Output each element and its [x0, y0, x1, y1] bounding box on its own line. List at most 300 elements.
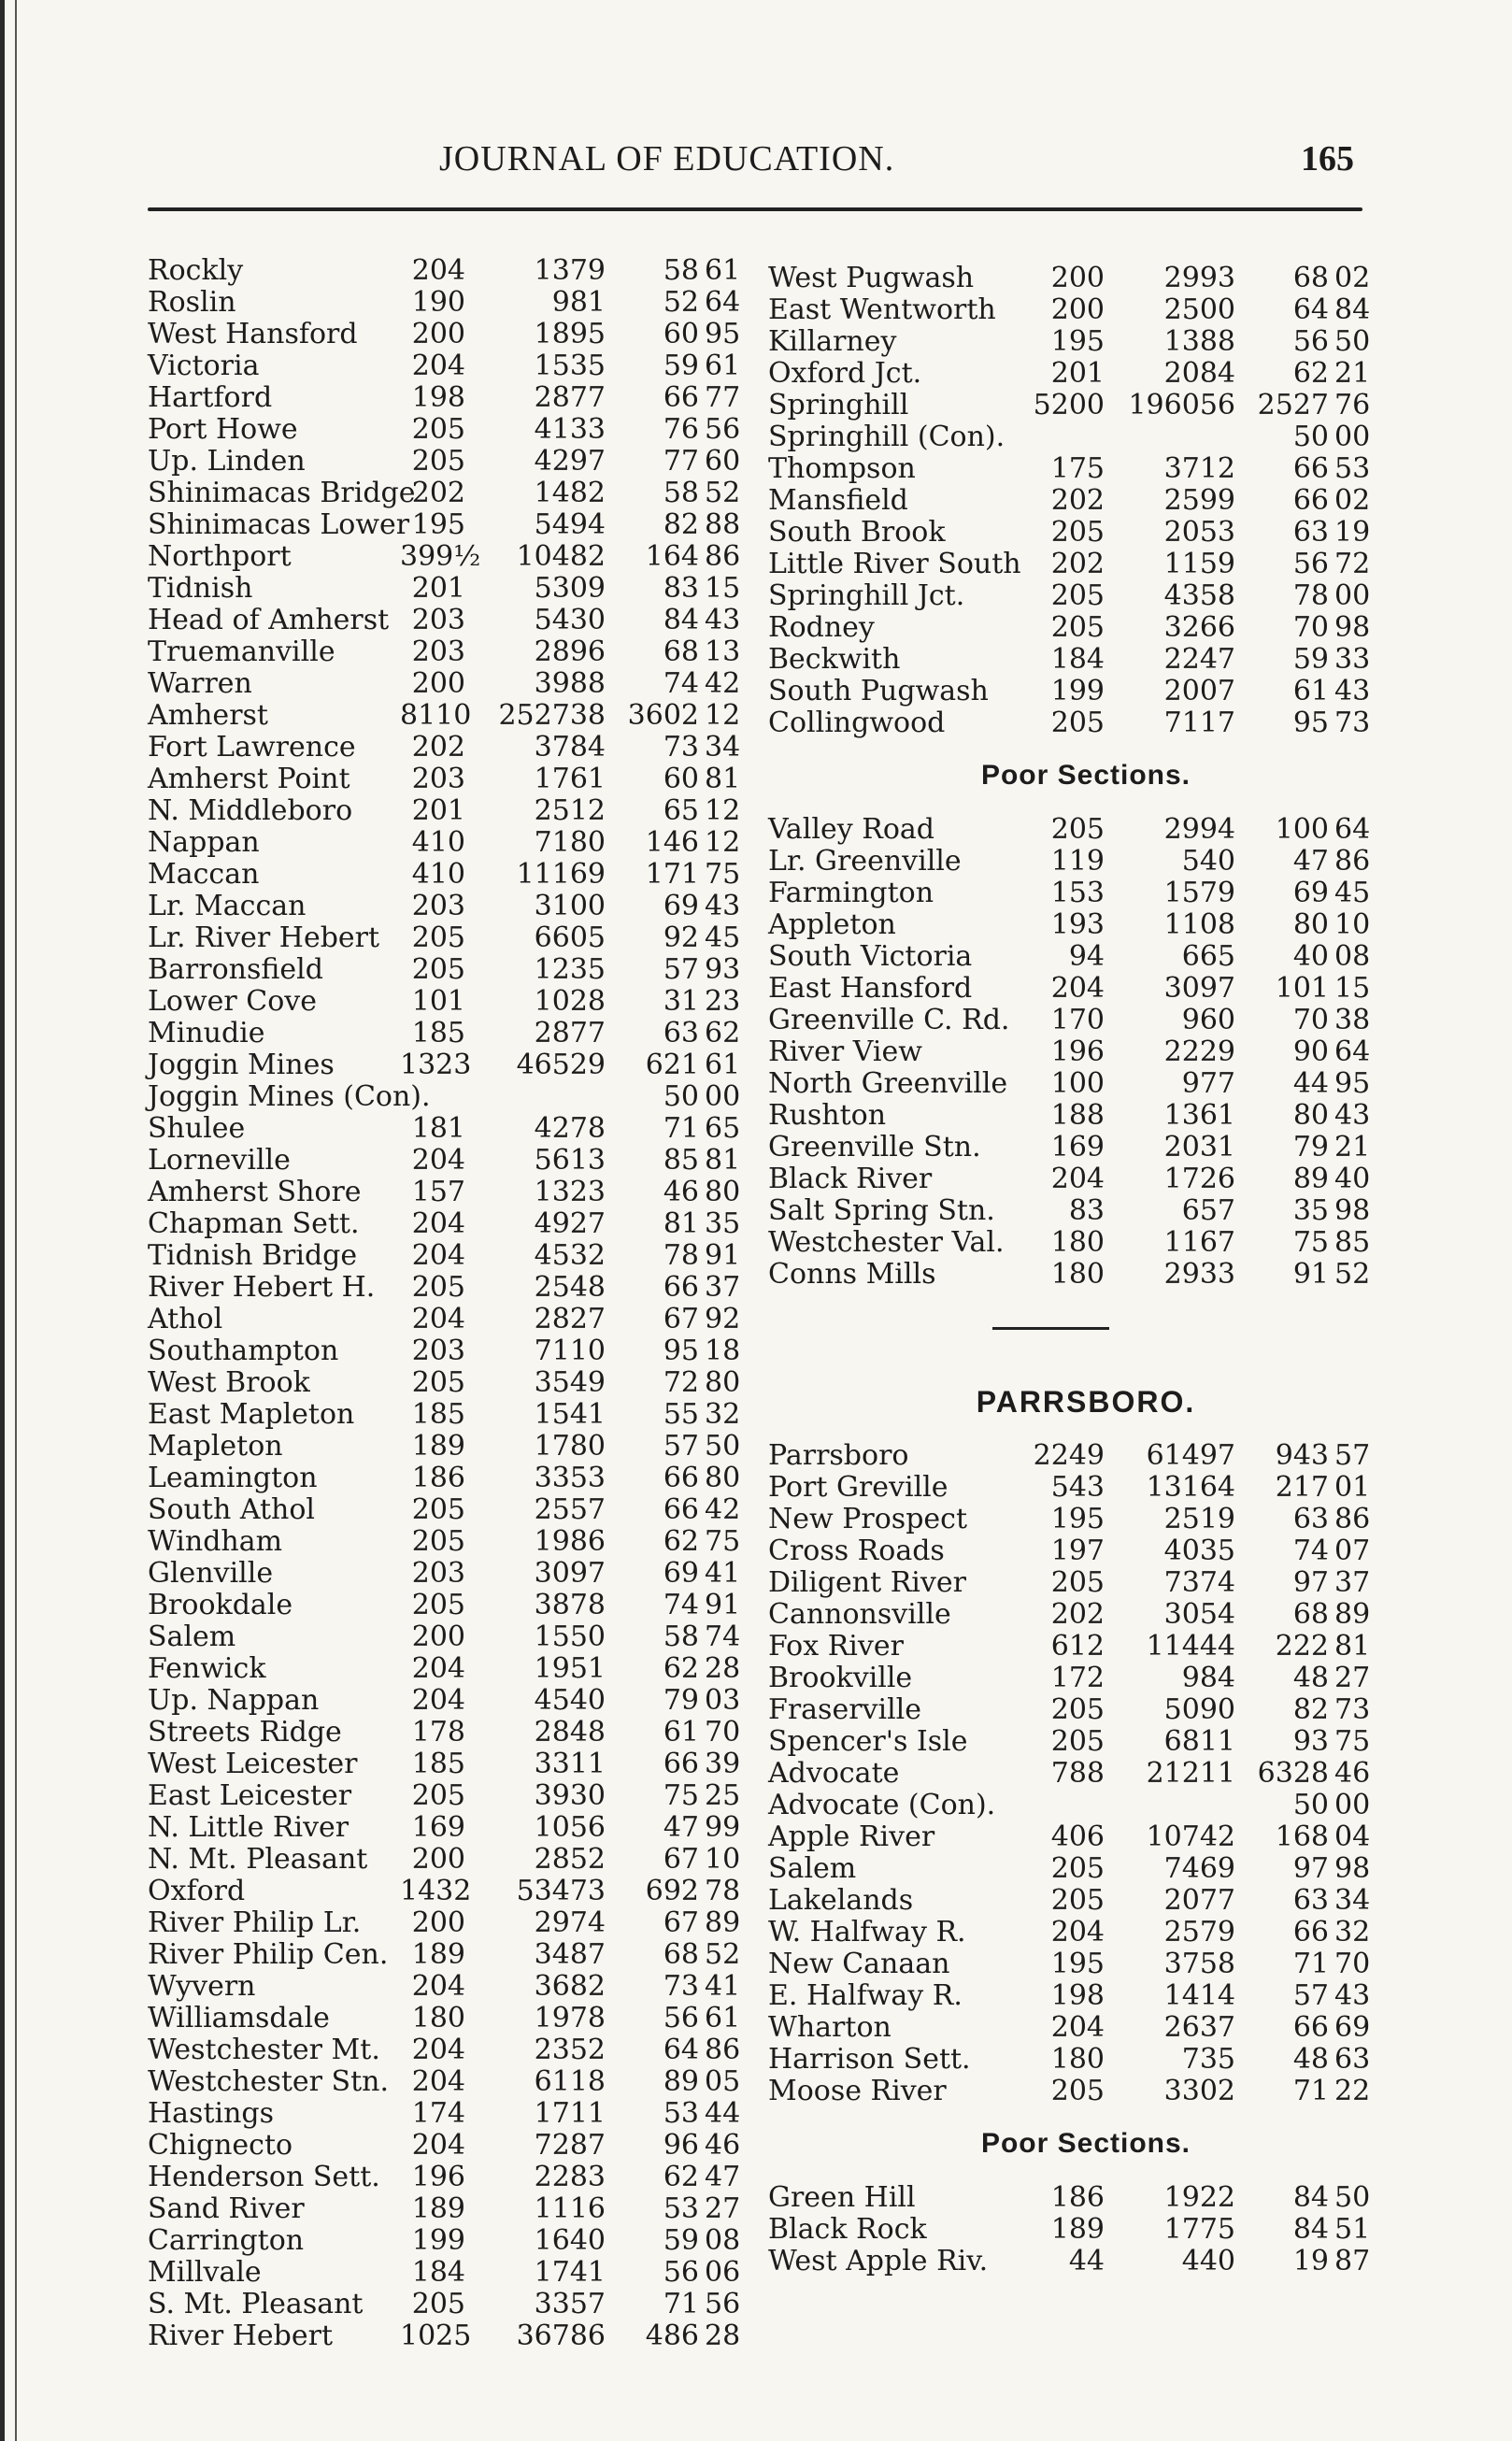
section-value: 1028 — [534, 985, 606, 1018]
section-population: 204 — [411, 2065, 465, 2098]
section-rate-fraction: 98 — [1334, 1194, 1371, 1227]
section-population: 178 — [411, 1716, 465, 1749]
section-rate-fraction: 91 — [705, 1589, 741, 1621]
section-rate-whole: 58 — [663, 254, 699, 287]
section-name: Salem — [148, 1620, 236, 1653]
table-row — [768, 1471, 1404, 1503]
table-row — [148, 508, 755, 540]
section-value: 3097 — [534, 1557, 606, 1590]
section-name: River Philip Cen. — [148, 1938, 389, 1971]
section-rate-whole: 77 — [663, 445, 699, 478]
section-value: 5090 — [1163, 1693, 1235, 1726]
section-rate-whole: 60 — [663, 318, 699, 350]
section-value: 2519 — [1163, 1503, 1235, 1535]
section-rate-fraction: 81 — [705, 763, 741, 795]
section-population: 189 — [1050, 2213, 1105, 2246]
table-row — [768, 1035, 1404, 1067]
section-rate-fraction: 62 — [705, 1017, 741, 1049]
section-rate-fraction: 76 — [1334, 389, 1371, 421]
section-divider — [768, 1290, 1404, 1355]
table-row — [148, 2320, 755, 2351]
table-row — [148, 1557, 755, 1589]
section-name: South Brook — [768, 516, 946, 549]
section-population: 169 — [411, 1811, 465, 1844]
table-row — [768, 1757, 1404, 1789]
section-population: 174 — [411, 2097, 465, 2130]
section-rate-whole: 53 — [663, 2097, 699, 2130]
section-rate-whole: 79 — [663, 1684, 699, 1717]
table-row — [148, 1684, 755, 1716]
section-rate-fraction: 38 — [1334, 1004, 1371, 1036]
section-rate-whole: 68 — [1292, 262, 1329, 294]
section-rate-whole: 63 — [1292, 1503, 1329, 1535]
section-name: N. Middleboro — [148, 794, 353, 827]
section-value: 1978 — [534, 2002, 606, 2034]
section-rate-whole: 74 — [1292, 1535, 1329, 1567]
section-population: 202 — [1050, 1598, 1105, 1631]
section-population: 157 — [411, 1176, 465, 1208]
section-rate-whole: 73 — [663, 1970, 699, 2003]
section-rate-whole: 74 — [663, 667, 699, 700]
section-name: Cross Roads — [768, 1535, 945, 1567]
table-row — [768, 1852, 1404, 1884]
section-rate-whole: 69 — [663, 1557, 699, 1590]
section-value: 2283 — [534, 2161, 606, 2193]
section-population: 399½ — [400, 540, 481, 573]
section-value: 7469 — [1163, 1852, 1235, 1885]
section-rate-whole: 40 — [1292, 940, 1329, 973]
section-population: 205 — [1050, 1852, 1105, 1885]
section-rate-fraction: 50 — [1334, 2181, 1371, 2214]
parrsboro-list — [768, 1439, 1404, 2106]
section-value: 2994 — [1163, 813, 1235, 846]
section-value: 1951 — [534, 1652, 606, 1685]
section-rate-fraction: 41 — [705, 1557, 741, 1590]
section-rate-fraction: 86 — [1334, 845, 1371, 878]
section-value: 4358 — [1163, 579, 1235, 612]
section-population: 205 — [1050, 1884, 1105, 1917]
table-row — [768, 2213, 1404, 2245]
section-rate-fraction: 72 — [1334, 548, 1371, 580]
table-row — [148, 1335, 755, 1366]
section-rate-fraction: 06 — [705, 2256, 741, 2289]
section-value: 2877 — [534, 381, 606, 414]
section-rate-fraction: 74 — [705, 1620, 741, 1653]
section-population: 44 — [1068, 2245, 1105, 2277]
section-population: 202 — [1050, 548, 1105, 580]
section-name: Maccan — [148, 858, 260, 891]
section-rate-whole: 59 — [663, 2224, 699, 2257]
section-rate-whole: 56 — [663, 2256, 699, 2289]
table-row — [768, 1820, 1404, 1852]
table-row — [148, 2161, 755, 2192]
section-population: 204 — [411, 1239, 465, 1272]
section-population: 205 — [411, 953, 465, 986]
section-rate-fraction: 18 — [705, 1335, 741, 1367]
section-value: 2031 — [1163, 1131, 1235, 1163]
table-row — [768, 2011, 1404, 2043]
section-rate-fraction: 80 — [705, 1366, 741, 1399]
section-name: Lakelands — [768, 1884, 914, 1917]
section-rate-fraction: 89 — [1334, 1598, 1371, 1631]
section-name: West Brook — [148, 1366, 310, 1399]
table-row — [768, 1099, 1404, 1131]
table-row — [148, 318, 755, 350]
section-value: 2084 — [1163, 357, 1235, 390]
section-rate-fraction: 80 — [705, 1462, 741, 1494]
right-top-section — [768, 262, 1404, 738]
section-rate-fraction: 04 — [1334, 1820, 1371, 1853]
section-population: 204 — [411, 1207, 465, 1240]
section-population: 83 — [1068, 1194, 1105, 1227]
section-rate-fraction: 32 — [1334, 1916, 1371, 1949]
section-value: 7110 — [534, 1335, 606, 1367]
section-value: 1482 — [534, 477, 606, 509]
section-rate-whole: 222 — [1275, 1630, 1329, 1663]
table-row — [148, 1589, 755, 1620]
section-rate-fraction: 52 — [1334, 1258, 1371, 1291]
section-population: 94 — [1068, 940, 1105, 973]
section-rate-whole: 47 — [1292, 845, 1329, 878]
section-value: 1579 — [1163, 877, 1235, 909]
section-value: 7287 — [534, 2129, 606, 2162]
section-value: 1550 — [534, 1620, 606, 1653]
table-row — [768, 1503, 1404, 1535]
section-rate-whole: 692 — [645, 1875, 699, 1907]
section-population: 189 — [411, 1430, 465, 1463]
table-row — [768, 516, 1404, 548]
section-rate-whole: 217 — [1275, 1471, 1329, 1504]
table-row — [148, 413, 755, 445]
section-population: 205 — [411, 445, 465, 478]
section-rate-whole: 71 — [1292, 2075, 1329, 2107]
section-population: 205 — [411, 921, 465, 954]
section-value: 10742 — [1146, 1820, 1235, 1853]
section-rate-fraction: 65 — [705, 1112, 741, 1145]
table-row — [768, 1662, 1404, 1693]
section-name: Lorneville — [148, 1144, 291, 1177]
section-population: 184 — [1050, 643, 1105, 676]
section-rate-fraction: 98 — [1334, 611, 1371, 644]
section-population: 196 — [1050, 1035, 1105, 1068]
section-name: Lr. Greenville — [768, 845, 962, 878]
section-rate-fraction: 50 — [1334, 325, 1371, 358]
section-name: Mansfield — [768, 484, 908, 517]
section-population: 170 — [1050, 1004, 1105, 1036]
table-row — [148, 1430, 755, 1462]
section-rate-fraction: 10 — [705, 1843, 741, 1876]
section-rate-fraction: 50 — [705, 1430, 741, 1463]
section-name: Wharton — [768, 2011, 892, 2044]
section-rate-whole: 66 — [1292, 1916, 1329, 1949]
section-name: Southampton — [148, 1335, 339, 1367]
table-row — [148, 1049, 755, 1080]
section-name: Victoria — [148, 350, 260, 382]
section-rate-fraction: 64 — [705, 286, 741, 319]
section-name: Port Howe — [148, 413, 298, 446]
section-rate-fraction: 12 — [705, 794, 741, 827]
table-row — [768, 357, 1404, 389]
section-rate-whole: 66 — [663, 381, 699, 414]
section-rate-whole: 63 — [1292, 516, 1329, 549]
section-rate-fraction: 02 — [1334, 484, 1371, 517]
section-rate-fraction: 22 — [1334, 2075, 1371, 2107]
section-population: 205 — [411, 413, 465, 446]
section-name: Chapman Sett. — [148, 1207, 360, 1240]
section-rate-fraction: 75 — [705, 1525, 741, 1558]
table-row — [148, 1938, 755, 1970]
section-value: 2247 — [1163, 643, 1235, 676]
section-population: 205 — [1050, 707, 1105, 739]
section-rate-fraction: 32 — [705, 1398, 741, 1431]
section-rate-fraction: 56 — [705, 2288, 741, 2320]
section-name: West Hansford — [148, 318, 358, 350]
section-rate-fraction: 88 — [705, 508, 741, 541]
section-rate-fraction: 86 — [705, 540, 741, 573]
section-name: Shinimacas Bridge — [148, 477, 416, 509]
section-population: 189 — [411, 1938, 465, 1971]
section-value: 3357 — [534, 2288, 606, 2320]
section-rate-fraction: 27 — [1334, 1662, 1371, 1694]
section-value: 3100 — [534, 890, 606, 922]
section-rate-whole: 82 — [1292, 1693, 1329, 1726]
section-value: 1235 — [534, 953, 606, 986]
section-value: 3930 — [534, 1779, 606, 1812]
table-row — [148, 1303, 755, 1335]
table-row — [768, 1598, 1404, 1630]
section-rate-fraction: 86 — [705, 2034, 741, 2066]
section-value: 4297 — [534, 445, 606, 478]
section-name: Parrsboro — [768, 1439, 909, 1472]
table-row — [148, 1144, 755, 1176]
section-name: Sand River — [148, 2192, 305, 2225]
section-rate-whole: 50 — [663, 1080, 699, 1113]
table-row — [768, 707, 1404, 738]
section-rate-whole: 97 — [1292, 1852, 1329, 1885]
section-population: 204 — [411, 2129, 465, 2162]
table-row — [148, 1779, 755, 1811]
section-rate-whole: 68 — [663, 1938, 699, 1971]
section-rate-whole: 6328 — [1257, 1757, 1329, 1790]
section-rate-fraction: 43 — [1334, 675, 1371, 707]
section-rate-fraction: 57 — [1334, 1439, 1371, 1472]
section-population: 201 — [411, 794, 465, 827]
section-value: 1775 — [1163, 2213, 1235, 2246]
section-value: 3549 — [534, 1366, 606, 1399]
section-value: 2848 — [534, 1716, 606, 1749]
section-rate-whole: 164 — [645, 540, 699, 573]
section-name: Up. Linden — [148, 445, 306, 478]
poor-sections-heading-2: Poor Sections. — [980, 2128, 1191, 2159]
section-population: 189 — [411, 2192, 465, 2225]
section-value: 2599 — [1163, 484, 1235, 517]
section-name: Chignecto — [148, 2129, 293, 2162]
section-rate-fraction: 95 — [705, 318, 741, 350]
section-name: Amherst Shore — [148, 1176, 362, 1208]
section-name: Thompson — [768, 452, 916, 485]
table-row — [148, 350, 755, 381]
section-rate-whole: 63 — [1292, 1884, 1329, 1917]
table-row — [768, 1789, 1404, 1820]
section-rate-whole: 66 — [663, 1748, 699, 1780]
section-value: 1108 — [1163, 908, 1235, 941]
section-rate-fraction: 61 — [705, 254, 741, 287]
table-row — [148, 1398, 755, 1430]
parrsboro-heading: PARRSBORO. — [976, 1385, 1196, 1419]
section-rate-whole: 621 — [645, 1049, 699, 1081]
section-value: 3266 — [1163, 611, 1235, 644]
section-population: 205 — [411, 1366, 465, 1399]
section-name: North Greenville — [768, 1067, 1008, 1100]
section-value: 1116 — [534, 2192, 606, 2225]
section-name: Cannonsville — [768, 1598, 951, 1631]
section-name: Truemanville — [148, 635, 335, 668]
section-rate-fraction: 21 — [1334, 357, 1371, 390]
section-value: 3353 — [534, 1462, 606, 1494]
section-value: 2548 — [534, 1271, 606, 1304]
section-name: Apple River — [768, 1820, 935, 1853]
section-population: 196 — [411, 2161, 465, 2193]
section-value: 2557 — [534, 1493, 606, 1526]
section-rate-whole: 69 — [663, 890, 699, 922]
table-row — [768, 389, 1404, 421]
table-row — [768, 908, 1404, 940]
section-rate-whole: 943 — [1275, 1439, 1329, 1472]
section-rate-fraction: 64 — [1334, 813, 1371, 846]
section-rate-fraction: 28 — [705, 1652, 741, 1685]
section-population: 202 — [411, 731, 465, 764]
section-value: 1541 — [534, 1398, 606, 1431]
section-rate-whole: 53 — [663, 2192, 699, 2225]
section-name: South Victoria — [768, 940, 973, 973]
section-name: Killarney — [768, 325, 897, 358]
section-rate-whole: 85 — [663, 1144, 699, 1177]
section-name: Hastings — [148, 2097, 275, 2130]
section-value: 6811 — [1163, 1725, 1235, 1758]
section-population: 204 — [411, 1303, 465, 1335]
table-row — [148, 1620, 755, 1652]
section-population: 204 — [1050, 2011, 1105, 2044]
section-rate-fraction: 43 — [705, 890, 741, 922]
section-rate-fraction: 45 — [705, 921, 741, 954]
table-row — [148, 699, 755, 731]
section-population: 410 — [411, 858, 465, 891]
section-rate-fraction: 43 — [705, 604, 741, 636]
section-rate-fraction: 37 — [705, 1271, 741, 1304]
section-rate-fraction: 42 — [705, 1493, 741, 1526]
section-rate-fraction: 81 — [705, 1144, 741, 1177]
section-population: 205 — [411, 1779, 465, 1812]
section-value: 1379 — [534, 254, 606, 287]
section-population: 203 — [411, 635, 465, 668]
section-name: Lr. River Hebert — [148, 921, 380, 954]
section-population: 205 — [1050, 1566, 1105, 1599]
table-row — [768, 1439, 1404, 1471]
table-row — [148, 2129, 755, 2161]
section-rate-whole: 90 — [1292, 1035, 1329, 1068]
section-name: New Prospect — [768, 1503, 968, 1535]
section-population: 186 — [411, 1462, 465, 1494]
table-row — [768, 877, 1404, 908]
section-rate-whole: 46 — [663, 1176, 699, 1208]
section-name: Harrison Sett. — [768, 2043, 971, 2076]
table-row — [148, 1906, 755, 1938]
section-rate-fraction: 63 — [1334, 2043, 1371, 2076]
section-rate-whole: 73 — [663, 731, 699, 764]
section-value: 2896 — [534, 635, 606, 668]
section-value: 1895 — [534, 318, 606, 350]
table-row — [768, 845, 1404, 877]
table-row — [148, 1239, 755, 1271]
section-value: 2077 — [1163, 1884, 1235, 1917]
section-rate-fraction: 00 — [705, 1080, 741, 1113]
table-row — [148, 667, 755, 699]
section-value: 3988 — [534, 667, 606, 700]
section-value: 7117 — [1163, 707, 1235, 739]
section-population: 200 — [411, 1620, 465, 1653]
section-rate-whole: 59 — [1292, 643, 1329, 676]
section-rate-whole: 62 — [1292, 357, 1329, 390]
section-value: 2877 — [534, 1017, 606, 1049]
section-rate-fraction: 05 — [705, 2065, 741, 2098]
section-name: Valley Road — [768, 813, 934, 846]
section-rate-whole: 56 — [1292, 548, 1329, 580]
section-rate-whole: 48 — [1292, 2043, 1329, 2076]
section-rate-whole: 89 — [1292, 1163, 1329, 1195]
section-name: Joggin Mines — [148, 1049, 335, 1081]
section-rate-whole: 56 — [663, 2002, 699, 2034]
section-rate-fraction: 69 — [1334, 2011, 1371, 2044]
section-rate-whole: 47 — [663, 1811, 699, 1844]
table-row — [148, 2034, 755, 2065]
section-rate-whole: 19 — [1292, 2245, 1329, 2277]
section-rate-whole: 57 — [663, 953, 699, 986]
table-row — [148, 1366, 755, 1398]
section-name: Joggin Mines (Con). — [148, 1080, 431, 1113]
section-rate-fraction: 01 — [1334, 1471, 1371, 1504]
table-row — [148, 477, 755, 508]
table-row — [148, 1112, 755, 1144]
table-row — [148, 1748, 755, 1779]
section-rate-whole: 71 — [663, 2288, 699, 2320]
section-value: 3311 — [534, 1748, 606, 1780]
table-row — [148, 635, 755, 667]
section-rate-whole: 60 — [663, 763, 699, 795]
section-rate-fraction: 00 — [1334, 1789, 1371, 1821]
section-rate-fraction: 56 — [705, 413, 741, 446]
table-row — [768, 1884, 1404, 1916]
section-value: 2053 — [1163, 516, 1235, 549]
table-row — [768, 1226, 1404, 1258]
table-row — [768, 421, 1404, 452]
section-rate-fraction: 37 — [1334, 1566, 1371, 1599]
section-name: E. Halfway R. — [768, 1979, 963, 2012]
section-rate-fraction: 41 — [705, 1970, 741, 2003]
section-population: 200 — [1050, 262, 1105, 294]
section-rate-fraction: 12 — [705, 826, 741, 859]
section-rate-fraction: 19 — [1334, 516, 1371, 549]
section-population: 180 — [1050, 2043, 1105, 2076]
section-rate-whole: 101 — [1275, 972, 1329, 1005]
section-population: 195 — [411, 508, 465, 541]
section-rate-whole: 69 — [1292, 877, 1329, 909]
section-rate-fraction: 27 — [705, 2192, 741, 2225]
section-rate-whole: 93 — [1292, 1725, 1329, 1758]
right-column-table — [768, 262, 1404, 2277]
section-name: River Hebert H. — [148, 1271, 376, 1304]
section-rate-fraction: 52 — [705, 477, 741, 509]
section-rate-whole: 55 — [663, 1398, 699, 1431]
